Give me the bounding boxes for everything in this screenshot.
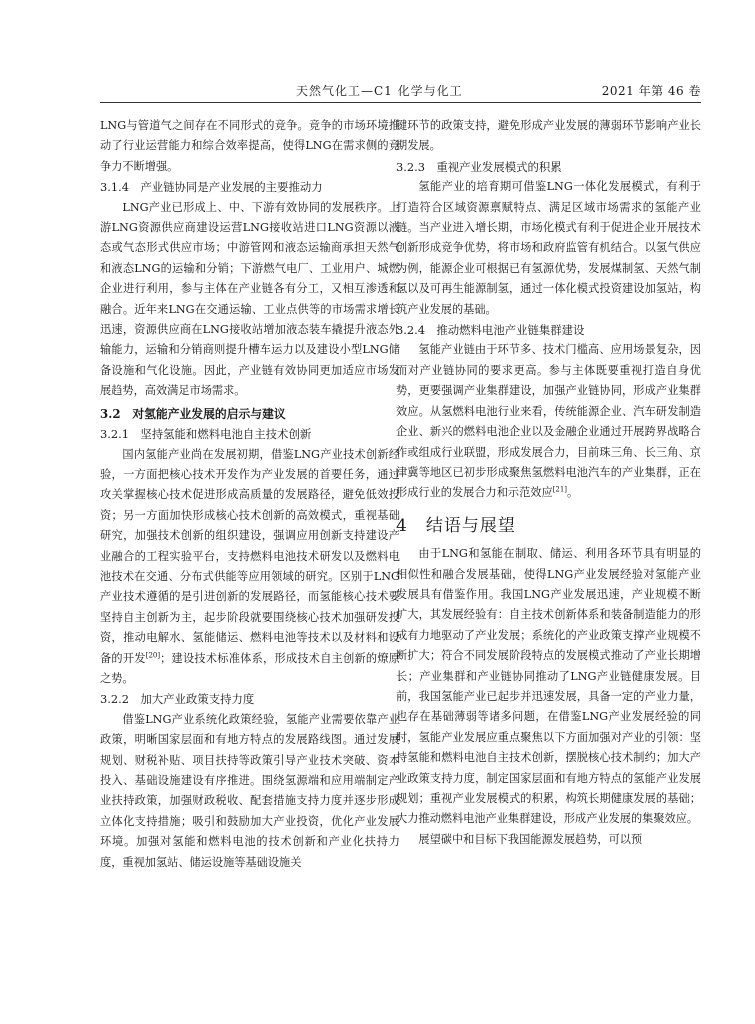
section-heading-4: 4 结语与展望 bbox=[396, 515, 516, 536]
paragraph: 由于LNG和氢能在制取、储运、利用各环节具有明显的相似性和融合发展基础，使得LNG产业发展经验对氢能产业发展具有借鉴作用。我国LNG产业发展迅速，产业规模不断扩大，其发展经验有：自主技术创新体系和装备制造能力的形成有力地驱动了产业发展；系统化的产业政策支撑产业规模不断扩大；符合不同发展阶段特点的发展模式推动了产业长期增长；产业集群和产业链协同推动了LNG产业链健康发展。目前，我国氢能产业已起步并迅速发展，具备一定的产业力量，也存在基础薄弱等诸多问题，在借鉴LNG产业发展经验的同时，氢能产业发展应重点聚焦以下方面加强对产业的引领：坚持氢能和燃料电池自主技术创新，摆脱核心技术制约；加大产业政策支持力度，制定国家层面和有地方特点的氢能产业发展规划；重视产业发展模式的积累，构筑长期健康发展的基础；大力推动燃料电池产业集群建设，形成产业发展的集聚效应。 bbox=[396, 547, 701, 826]
paragraph bbox=[100, 445, 400, 690]
section-heading-3-2: 3.2 对氢能产业发展的启示与建议 bbox=[100, 406, 286, 421]
paragraph: 借鉴LNG产业系统化政策经验，氢能产业需要依靠产业政策，明晰国家层面和有地方特点的发展路线图。通过发展规划、财税补贴、项目扶持等政策引导产业技术突破、资本投入、基础设施建设有序推进。围绕氢源端和应用端制定产业扶持政策，加强财政税收、配套措施支持力度并逐步形成立体化支持措施；吸引和鼓励加大产业投资，优化产业发展环境。加强对氢能和燃料电池的技术创新和产业化扶持力度，重视加氢站、储运设施等基础设施关 bbox=[100, 712, 400, 869]
paragraph-text: 国内氢能产业尚在发展初期，借鉴LNG产业技术创新经验，一方面把核心技术开发作为产业发展的首要任务，通过攻关掌握核心技术促进形成高质量的发展路径，避免低效投资；另一方面加快形成核心技术创新的高效模式，重视基础研究，加强技术创新的组织建设，强调应用创新支持建设产业融合的工程实验平台，支持燃料电池技术研发以及燃料电池技术在交通、分布式供能等应用领域的研究。区别于LNG产业技术遵循的是引进创新的发展路径，而氢能核心技术要坚持自主创新为主，起步阶段就要围绕核心技术加强研发投资，推动电解水、氢能储运、燃料电池等技术以及材料和设备的开发 bbox=[100, 447, 400, 665]
issue-label: 2021 年第 46 卷 bbox=[601, 84, 701, 98]
left-column bbox=[100, 116, 400, 873]
paragraph-text: 。 bbox=[567, 486, 579, 500]
paragraph bbox=[396, 340, 701, 503]
journal-title: 天然气化工—C1 化学与化工 bbox=[296, 84, 463, 98]
paragraph: 氢能产业的培育期可借鉴LNG一体化发展模式，有利于打造符合区域资源禀赋特点、满足区域市场需求的氢能产业链。当产业进入增长期，市场化模式有利于促进企业开展技术创新形成竞争优势，将市场和政府监管有机结合。以氢气供应为例，能源企业可根据已有氢源优势，发展煤制氢、天然气制氢以及可再生能源制氢，通过一体化模式投资建设加氢站，构筑产业发展的基础。 bbox=[396, 180, 701, 316]
page-header bbox=[100, 80, 701, 103]
paragraph: LNG与管道气之间存在不同形式的竞争。竞争的市场环境推动了行业运营能力和综合效率提高，使得LNG在需求侧的竞争力不断增强。 bbox=[100, 119, 400, 173]
citation-ref: [20] bbox=[145, 650, 161, 659]
section-heading-3-2-2: 3.2.2 加大产业政策支持力度 bbox=[100, 692, 255, 707]
citation-ref: [21] bbox=[552, 485, 568, 494]
right-column bbox=[396, 116, 701, 850]
paragraph: 展望碳中和目标下我国能源发展趋势，可以预 bbox=[418, 832, 643, 846]
paragraph-text: ；建设技术标准体系，形成技术自主创新的燎原之势。 bbox=[100, 651, 400, 685]
paragraph: 键环节的政策支持，避免形成产业发展的薄弱环节影响产业长期发展。 bbox=[396, 119, 701, 153]
section-heading-3-2-3: 3.2.3 重视产业发展模式的积累 bbox=[396, 159, 562, 174]
section-heading-3-2-1: 3.2.1 坚持氢能和燃料电池自主技术创新 bbox=[100, 427, 312, 442]
paragraph: LNG产业已形成上、中、下游有效协同的发展秩序。上游LNG资源供应商建设运营LNG接收站进口LNG资源以液态或气态形式供应市场；中游管网和液态运输商承担天然气和液态LNG的运输和分销；下游燃气电厂、工业用户、城燃企业进行利用，参与主体在产业链各有分工，又相互渗透和融合。近年来LNG在交通运输、工业点供等的市场需求增长迅速，资源供应商在LNG接收站增加液态装车撬提升液态外输能力，运输和分销商则提升槽车运力以及建设小型LNG储备设施和气化设施。因此，产业链有效协同更加适应市场发展趋势，高效满足市场需求。 bbox=[100, 200, 400, 398]
section-heading-3-1-4: 3.1.4 产业链协同是产业发展的主要推动力 bbox=[100, 180, 323, 195]
section-heading-3-2-4: 3.2.4 推动燃料电池产业链集群建设 bbox=[396, 323, 585, 338]
paragraph-text: 氢能产业链由于环节多、技术门槛高、应用场景复杂，因而对产业链协同的要求更高。参与主体既要重视打造自身优势，更要强调产业集群建设，加强产业链协同，形成产业集群效应。从氢燃料电池行业来看，传统能源企业、汽车研发制造企业、新兴的燃料电池企业以及金融企业通过开展跨界战略合作或组成行业联盟，形成发展合力，目前珠三角、长三角、京津冀等地区已初步形成聚焦氢燃料电池汽车的产业集群，正在形成行业的发展合力和示范效应 bbox=[396, 343, 701, 500]
